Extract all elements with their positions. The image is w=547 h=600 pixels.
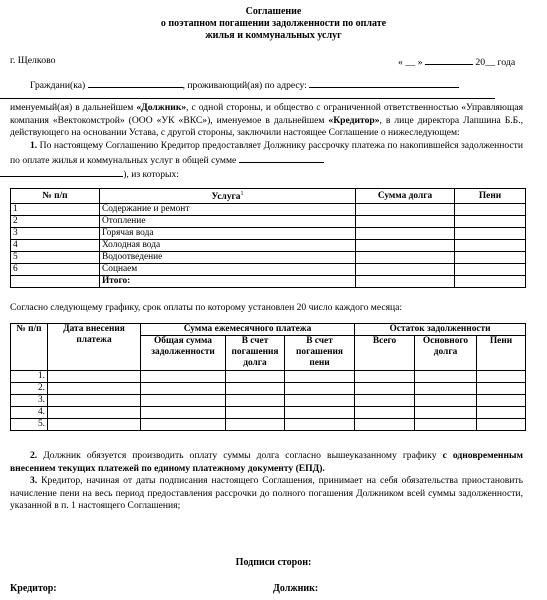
intro-text-a: Граждани(ка) bbox=[30, 80, 88, 91]
total-sum-words-blank bbox=[0, 167, 123, 177]
row-number: 3 bbox=[11, 228, 100, 240]
amount-cell[interactable] bbox=[477, 383, 526, 395]
intro-text-b: , проживающий(ая) по адресу: bbox=[182, 80, 310, 91]
table-row bbox=[11, 228, 526, 240]
document-title-line-2: о поэтапном погашении задолженности по оплате bbox=[160, 18, 387, 29]
amount-cell[interactable] bbox=[285, 407, 355, 419]
payment-schedule-table bbox=[10, 323, 526, 431]
citizen-name-blank bbox=[88, 78, 183, 88]
amount-cell[interactable] bbox=[477, 371, 526, 383]
col-header-toward-penalty: В счет погашения пени bbox=[285, 336, 355, 371]
amount-cell[interactable] bbox=[415, 383, 477, 395]
row-number: 6 bbox=[11, 264, 100, 276]
col-header-penalty: Пени bbox=[455, 189, 526, 204]
date-year: 20__ года bbox=[475, 57, 516, 68]
amount-cell[interactable] bbox=[226, 419, 285, 431]
debt-cell[interactable] bbox=[356, 204, 455, 216]
table-row bbox=[11, 252, 526, 264]
col-header-payment-date: Дата внесения платежа bbox=[48, 324, 141, 371]
amount-cell[interactable] bbox=[415, 419, 477, 431]
amount-cell[interactable] bbox=[226, 395, 285, 407]
row-number: 1. bbox=[11, 371, 48, 383]
clause-3 bbox=[10, 475, 523, 513]
col-header-remainder-principal: Основного долга bbox=[415, 336, 477, 371]
amount-cell[interactable] bbox=[285, 419, 355, 431]
col-header-remainder: Остаток задолженности bbox=[355, 324, 526, 336]
clause-1 bbox=[10, 140, 523, 182]
amount-cell[interactable] bbox=[415, 407, 477, 419]
col-header-toward-debt: В счет погашения долга bbox=[226, 336, 285, 371]
amount-cell[interactable] bbox=[141, 383, 226, 395]
table-row bbox=[11, 204, 526, 216]
date-cell[interactable] bbox=[48, 395, 141, 407]
debt-cell[interactable] bbox=[356, 228, 455, 240]
table-row bbox=[11, 240, 526, 252]
amount-cell[interactable] bbox=[226, 407, 285, 419]
total-row bbox=[11, 276, 526, 288]
footnote-marker: 1 bbox=[240, 191, 244, 197]
amount-cell[interactable] bbox=[477, 407, 526, 419]
amount-cell[interactable] bbox=[355, 395, 415, 407]
amount-cell[interactable] bbox=[285, 383, 355, 395]
schedule-text: Согласно следующему графику, срок оплаты по которому установлен 20 число каждого месяца: bbox=[10, 302, 403, 313]
date-cell[interactable] bbox=[48, 383, 141, 395]
clause-2-text-b: с одновременным внесением текущих платежей по единому платежному документу (ЕПД). bbox=[10, 450, 523, 474]
intro-paragraph-continued bbox=[10, 102, 523, 140]
schedule-header-row-1 bbox=[11, 324, 526, 336]
col-header-total-debt: Общая сумма задолженности bbox=[141, 336, 226, 371]
col-header-num: № п/п bbox=[11, 189, 100, 204]
col-header-debt: Сумма долга bbox=[356, 189, 455, 204]
amount-cell[interactable] bbox=[355, 383, 415, 395]
row-number: 4 bbox=[11, 240, 100, 252]
total-sum-blank bbox=[239, 153, 324, 163]
penalty-cell[interactable] bbox=[455, 264, 526, 276]
document-title-line-3: жилья и коммунальных услуг bbox=[205, 30, 342, 41]
intro-text-d: , с одной стороны, и общество с ограниченной ответственностью «Управляющая компания «Вектокомстрой» (ООО «УК «ВКС»), именуемое в дальнейшем bbox=[10, 102, 523, 126]
clause-1-number: 1. bbox=[30, 140, 38, 151]
amount-cell[interactable] bbox=[226, 371, 285, 383]
city: г. Щелково bbox=[10, 55, 56, 66]
table-row bbox=[11, 395, 526, 407]
amount-cell[interactable] bbox=[477, 419, 526, 431]
intro-paragraph bbox=[10, 78, 523, 99]
clause-2-text-a: Должник обязуется производить оплату суммы долга согласно вышеуказанному графику bbox=[43, 450, 443, 461]
col-header-remainder-penalty: Пени bbox=[477, 336, 526, 371]
table-row bbox=[11, 407, 526, 419]
date-cell[interactable] bbox=[48, 371, 141, 383]
intro-text-e: , в лице директора Лапшина Б.Б., действующего на основании Устава, с другой стороны, заключили настоящее Соглашение о нижеследующем: bbox=[10, 114, 523, 138]
signatures-heading: Подписи сторон: bbox=[235, 557, 312, 568]
total-debt-cell[interactable] bbox=[356, 276, 455, 288]
amount-cell[interactable] bbox=[285, 395, 355, 407]
intro-text-c: именуемый(ая) в дальнейшем bbox=[10, 102, 137, 113]
clause-1-text-a: По настоящему Соглашению Кредитор предоставляет Должнику рассрочку платежа по накопившейся задолженности по оплате жилья и коммунальных услуг в общей сумме bbox=[10, 140, 523, 166]
table-row bbox=[11, 216, 526, 228]
document-title-line-1: Соглашение bbox=[245, 6, 302, 17]
table-row bbox=[11, 383, 526, 395]
debt-cell[interactable] bbox=[356, 216, 455, 228]
row-number: 5 bbox=[11, 252, 100, 264]
table-row bbox=[11, 371, 526, 383]
address-blank bbox=[309, 78, 459, 88]
debt-cell[interactable] bbox=[356, 264, 455, 276]
creditor-signature-label: Кредитор: bbox=[10, 583, 57, 594]
amount-cell[interactable] bbox=[355, 419, 415, 431]
service-header-text: Услуга bbox=[211, 192, 241, 203]
address-blank-line-2 bbox=[0, 93, 495, 99]
penalty-cell[interactable] bbox=[455, 252, 526, 264]
table-header-row bbox=[11, 189, 526, 204]
date-field bbox=[398, 55, 515, 68]
debt-cell[interactable] bbox=[356, 240, 455, 252]
service-name: Отопление bbox=[100, 216, 356, 228]
date-month-blank bbox=[425, 55, 473, 65]
total-penalty-cell[interactable] bbox=[455, 276, 526, 288]
debt-cell[interactable] bbox=[356, 252, 455, 264]
penalty-cell[interactable] bbox=[455, 216, 526, 228]
col-header-service bbox=[100, 189, 356, 204]
date-cell[interactable] bbox=[48, 419, 141, 431]
clause-1-text-c: ), из которых: bbox=[123, 169, 179, 180]
total-label: Итого: bbox=[100, 276, 356, 288]
service-name: Горячая вода bbox=[100, 228, 356, 240]
col-header-monthly-payment: Сумма ежемесячного платежа bbox=[141, 324, 355, 336]
service-name: Холодная вода bbox=[100, 240, 356, 252]
service-name: Соцнаем bbox=[100, 264, 356, 276]
amount-cell[interactable] bbox=[477, 395, 526, 407]
amount-cell[interactable] bbox=[355, 371, 415, 383]
clause-2-number: 2. bbox=[30, 450, 38, 461]
row-number: 5. bbox=[11, 419, 48, 431]
col-header-remainder-total: Всего bbox=[355, 336, 415, 371]
date-day: « __ » bbox=[398, 57, 423, 68]
row-number: 3. bbox=[11, 395, 48, 407]
amount-cell[interactable] bbox=[355, 407, 415, 419]
creditor-term: «Кредитор» bbox=[328, 114, 380, 126]
amount-cell[interactable] bbox=[415, 371, 477, 383]
clause-3-number: 3. bbox=[30, 475, 38, 486]
amount-cell[interactable] bbox=[226, 383, 285, 395]
table-row bbox=[11, 264, 526, 276]
debt-services-table bbox=[10, 188, 526, 288]
amount-cell[interactable] bbox=[141, 407, 226, 419]
total-row-num bbox=[11, 276, 100, 288]
service-name: Содержание и ремонт bbox=[100, 204, 356, 216]
row-number: 2 bbox=[11, 216, 100, 228]
row-number: 1 bbox=[11, 204, 100, 216]
row-number: 2. bbox=[11, 383, 48, 395]
debtor-signature-label: Должник: bbox=[273, 583, 319, 594]
penalty-cell[interactable] bbox=[455, 240, 526, 252]
amount-cell[interactable] bbox=[141, 419, 226, 431]
col-header-num: № п/п bbox=[11, 324, 48, 371]
amount-cell[interactable] bbox=[141, 395, 226, 407]
penalty-cell[interactable] bbox=[455, 204, 526, 216]
date-cell[interactable] bbox=[48, 407, 141, 419]
row-number: 4. bbox=[11, 407, 48, 419]
service-name: Водоотведение bbox=[100, 252, 356, 264]
amount-cell[interactable] bbox=[415, 395, 477, 407]
clause-2 bbox=[10, 450, 523, 475]
debtor-term: «Должник» bbox=[136, 102, 187, 113]
clause-3-text: Кредитор, начиная от даты подписания настоящего Соглашения, принимает на себя обязательства приостановить начисление пени на весь период предоставления рассрочки до полного погашения Должником всей суммы задолженности, указанной в п. 1 настоящего Соглашения; bbox=[10, 475, 523, 511]
amount-cell[interactable] bbox=[285, 371, 355, 383]
penalty-cell[interactable] bbox=[455, 228, 526, 240]
table-row bbox=[11, 419, 526, 431]
amount-cell[interactable] bbox=[141, 371, 226, 383]
